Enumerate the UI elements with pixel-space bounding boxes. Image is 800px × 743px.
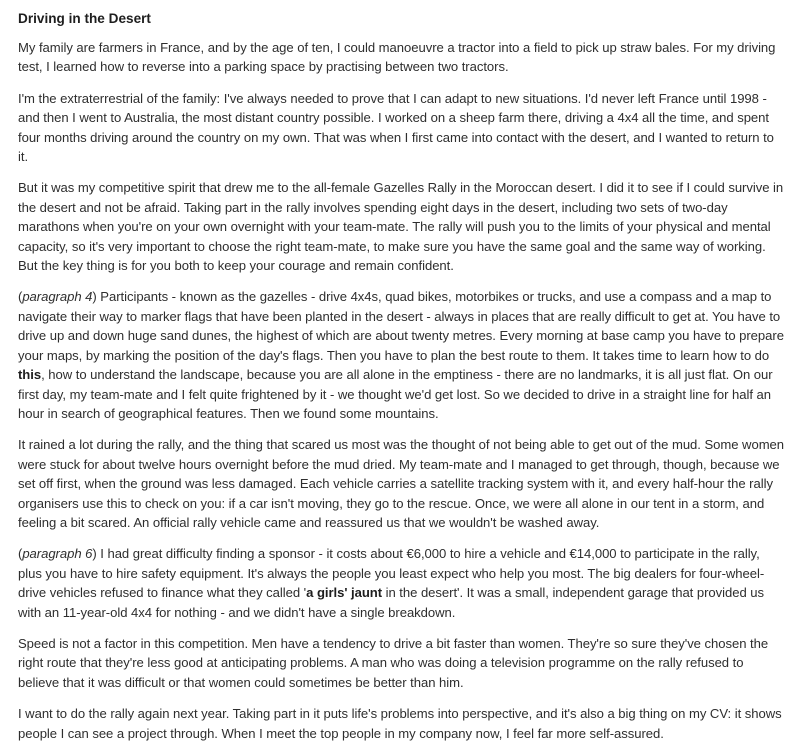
paragraph-text: ) Participants - known as the gazelles - drive 4x4s, quad bikes, motorbikes or trucks, and use a compass and a map to navigate their way to marker flags that have been planted in the desert - always in places that are really difficult to get at. You have to drive up and down huge sand dunes, the highest of which are about twenty metres. Every morning at base camp you have to prepare your maps, by marking the position of the day's flags. Then you have to plan the best route to them. It takes time to learn how to do [18,289,784,363]
bold-text: a girls' jaunt [306,585,383,601]
paragraph-4 [18,287,786,423]
paragraph-text: It rained a lot during the rally, and the thing that scared us most was the thought of not being able to get out of the mud. Some women were stuck for about twelve hours overnight before the mud dried. My team-mate and I managed to get through, though, because we set off first, when the ground was less damaged. Each vehicle carries a satellite tracking system with it, and every half-hour the rally organisers use this to check on you: if a car isn't moving, they go to the rescue. Once, we were all alone in our tent in a storm, and feeling a bit scared. An official rally vehicle came and reassured us that we wouldn't be washed away. [18,437,785,530]
paragraph-2 [18,89,786,167]
paragraph-3 [18,178,786,275]
article-title: Driving in the Desert [18,11,151,26]
paragraph-tag: paragraph 6 [22,546,93,562]
paragraph-text: in the desert'. It was a small, independent garage that provided us with an 11-year-old 4x4 for nothing - and we didn't have a single breakdown. [18,585,764,620]
paragraph-text: But it was my competitive spirit that drew me to the all-female Gazelles Rally in the Moroccan desert. I did it to see if I could survive in the desert and not be afraid. Taking part in the rally involves spending eight days in the desert, including two sets of two-day marathons when you're on your own overnight with your team-mate. The rally will push you to the limits of your physical and mental capacity, so it's very important to choose the right team-mate, to make sure you have the same goal and the same way of working. But the key thing is for you both to keep your courage and remain confident. [18,180,784,274]
paragraph-text: I'm the extraterrestrial of the family: I've always needed to prove that I can adapt to new situations. I'd never left France until 1998 - and then I went to Australia, the most distant country possible. I worked on a sheep farm there, driving a 4x4 all the time, and spent four months driving around the country on my own. That was when I first came into contact with the desert, and I wanted to return to it. [18,90,774,165]
paragraph-8 [18,704,786,743]
paragraph-tag: paragraph 4 [22,289,93,305]
paragraph-7 [18,634,786,692]
article-body [18,38,786,743]
paragraph-text: I want to do the rally again next year. Taking part in it puts life's problems into perspective, and it's also a big thing on my CV: it shows people I can see a project through. When I meet the top people in my company now, I feel far more self-assured. [18,706,782,741]
paragraph-text: , how to understand the landscape, because you are all alone in the emptiness - there are no landmarks, it is all just flat. On our first day, my team-mate and I felt quite frightened by it - we thought we'd get lost. So we decided to drive in a straight line for half an hour in search of geographical features. Then we found some mountains. [18,367,773,421]
paragraph-1 [18,38,786,77]
bold-text: this [18,367,42,383]
paragraph-text: Speed is not a factor in this competition. Men have a tendency to drive a bit faster than women. They're so sure they've chosen the right route that they're less good at anticipating problems. A man who was doing a television programme on the rally refused to believe that it was difficult or that women could sometimes be better than him. [18,635,769,690]
paragraph-text: ( [18,289,23,305]
paragraph-5 [18,435,786,532]
paragraph-6 [18,544,786,622]
paragraph-text: My family are farmers in France, and by the age of ten, I could manoeuvre a tractor into a field to pick up straw bales. For my driving test, I learned how to reverse into a parking space by practising between two tractors. [18,40,776,75]
paragraph-text: ( [18,546,23,562]
paragraph-text: ) I had great difficulty finding a sponsor - it costs about €6,000 to hire a vehicle and €14,000 to participate in the rally, plus you have to hire safety equipment. It's always the people you least expect who help you most. The big dealers for four-wheel-drive vehicles refused to finance what they called ' [18,546,765,601]
